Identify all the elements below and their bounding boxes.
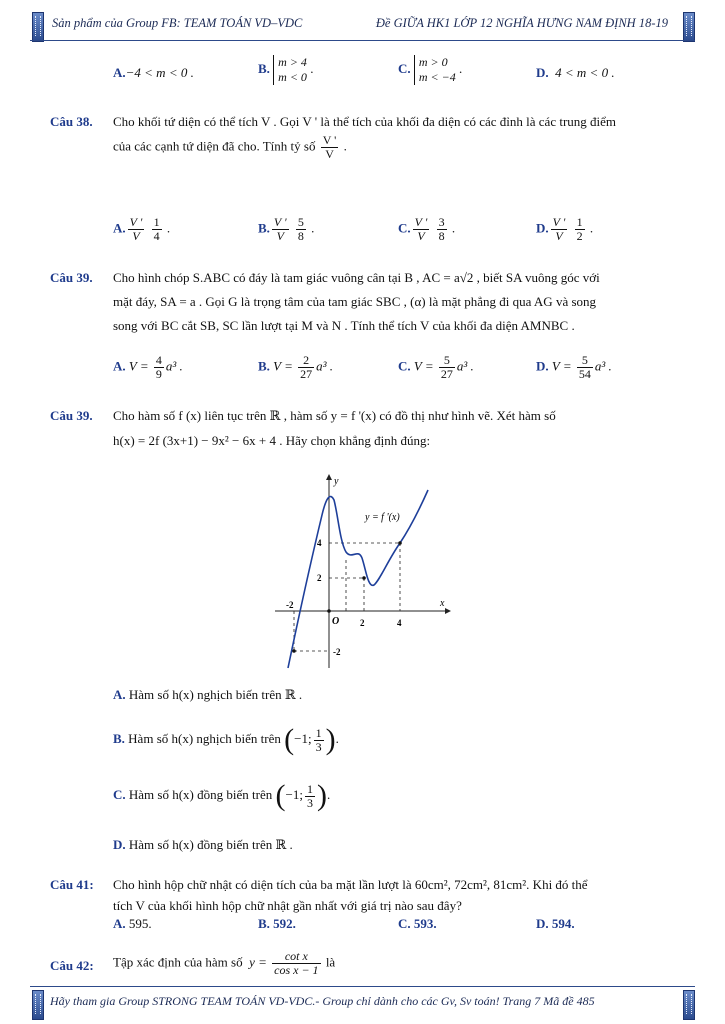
guide-lines bbox=[294, 543, 400, 651]
question-text: song với BC cắt SB, SC lần lượt tại M và N . Tính thể tích V của khối đa diện AMNBC . bbox=[113, 318, 575, 333]
question-text: Cho khối tứ diện có thể tích V . Gọi V ' là thể tích của khối đa diện có các đỉnh là các trung điểm bbox=[113, 114, 617, 129]
question-label: Câu 41: bbox=[50, 877, 94, 892]
header-divider bbox=[30, 40, 695, 41]
question-text: Cho hình chóp S.ABC có đáy là tam giác vuông cân tại B , AC = a√2 , biết SA vuông góc với bbox=[113, 270, 600, 285]
q38-option-c[interactable]: C. $\frac{V '}{V}$ $\frac{3}{8}$ . bbox=[398, 215, 456, 243]
q41-option-a[interactable]: A. 595. bbox=[113, 916, 152, 931]
question-text: h(x) = 2f (3x+1) − 9x² − 6x + 4 . Hãy chọn khẳng định đúng: bbox=[113, 433, 431, 448]
y-tick: -2 bbox=[333, 647, 341, 657]
q41-option-c[interactable]: C. 593. bbox=[398, 916, 437, 931]
q37-option-a[interactable]: A.−4 < m < 0 . bbox=[113, 65, 194, 80]
y-axis-label: y bbox=[334, 476, 339, 487]
q39b-option-a[interactable]: A. Hàm số h(x) nghịch biến trên ℝ . bbox=[113, 687, 303, 702]
question-text: mặt đáy, SA = a . Gọi G là trọng tâm của tam giác SBC , (α) là mặt phẳng đi qua AG và song bbox=[113, 294, 597, 309]
question-label: Câu 39. bbox=[50, 408, 93, 423]
x-axis-label: x bbox=[440, 598, 445, 609]
book-icon bbox=[683, 990, 695, 1020]
q39a-option-d[interactable]: D. V = $\frac{5}{54}$ a³ . bbox=[536, 353, 612, 381]
question-label: Câu 38. bbox=[50, 114, 93, 129]
derivative-graph bbox=[270, 470, 455, 670]
q41-option-d[interactable]: D. 594. bbox=[536, 916, 575, 931]
q39b-option-c[interactable]: C. Hàm số h(x) đồng biến trên (−1; $\frac{1}{3}$ ). bbox=[113, 779, 331, 812]
q37-option-d[interactable]: D. 4 < m < 0 . bbox=[536, 65, 615, 80]
q39b-option-d[interactable]: D. Hàm số h(x) đồng biến trên ℝ . bbox=[113, 837, 293, 852]
question-label: Câu 42: bbox=[50, 958, 94, 973]
curve bbox=[288, 490, 428, 668]
question-text: Tập xác định của hàm số y = $\frac{\text{cot x}}{\text{cos x − 1}}$ là bbox=[113, 949, 336, 977]
y-tick: 4 bbox=[317, 538, 322, 548]
footer-divider bbox=[30, 986, 695, 987]
q41-option-b[interactable]: B. 592. bbox=[258, 916, 296, 931]
q37-option-b[interactable]: B. m > 4 m < 0 . bbox=[258, 55, 314, 84]
y-tick: 2 bbox=[317, 573, 322, 583]
x-tick: 2 bbox=[360, 618, 365, 628]
question-text: tích V của khối hình hộp chữ nhật gần nhất với giá trị nào sau đây? bbox=[113, 898, 462, 913]
q38-option-d[interactable]: D. $\frac{V '}{V}$ $\frac{1}{2}$ . bbox=[536, 215, 594, 243]
x-tick: -2 bbox=[286, 600, 294, 610]
page-footer: Hãy tham gia Group STRONG TEAM TOÁN VD-VDC.- Group chỉ dành cho các Gv, Sv toán! Trang 7 Mã đề 485 bbox=[50, 994, 595, 1008]
header-right: Đề GIỮA HK1 LỚP 12 NGHĨA HƯNG NAM ĐỊNH 18-19 bbox=[375, 16, 668, 30]
x-tick: 4 bbox=[397, 618, 402, 628]
origin-label: O bbox=[332, 616, 340, 627]
q38-option-b[interactable]: B. $\frac{V '}{V}$ $\frac{5}{8}$ . bbox=[258, 215, 315, 243]
question-text: Cho hình hộp chữ nhật có diện tích của ba mặt lần lượt là 60cm², 72cm², 81cm². Khi đó thể bbox=[113, 877, 588, 892]
book-icon bbox=[32, 990, 44, 1020]
q37-option-c[interactable]: C. m > 0 m < −4 . bbox=[398, 55, 463, 84]
q39b-option-b[interactable]: B. Hàm số h(x) nghịch biến trên (−1; $\frac{1}{3}$ ). bbox=[113, 723, 339, 756]
q39a-option-c[interactable]: C. V = $\frac{5}{27}$ a³ . bbox=[398, 353, 474, 381]
page-header bbox=[30, 10, 692, 38]
question-label: Câu 39. bbox=[50, 270, 93, 285]
q39a-option-b[interactable]: B. V = $\frac{2}{27}$ a³ . bbox=[258, 353, 334, 381]
header-left: Sản phẩm của Group FB: TEAM TOÁN VD–VDC bbox=[52, 16, 303, 30]
question-text: Cho hàm số f (x) liên tục trên ℝ , hàm số y = f '(x) có đồ thị như hình vẽ. Xét hàm số bbox=[113, 408, 556, 423]
q39a-option-a[interactable]: A. V = $\frac{4}{9}$ a³ . bbox=[113, 353, 183, 381]
curve-label: y = f '(x) bbox=[365, 512, 400, 523]
q38-option-a[interactable]: A. $\frac{V '}{V}$ $\frac{1}{4}$ . bbox=[113, 215, 171, 243]
question-text: của các cạnh tứ diện đã cho. Tính tỷ số $\frac{V '}{V}$ . bbox=[113, 133, 347, 161]
